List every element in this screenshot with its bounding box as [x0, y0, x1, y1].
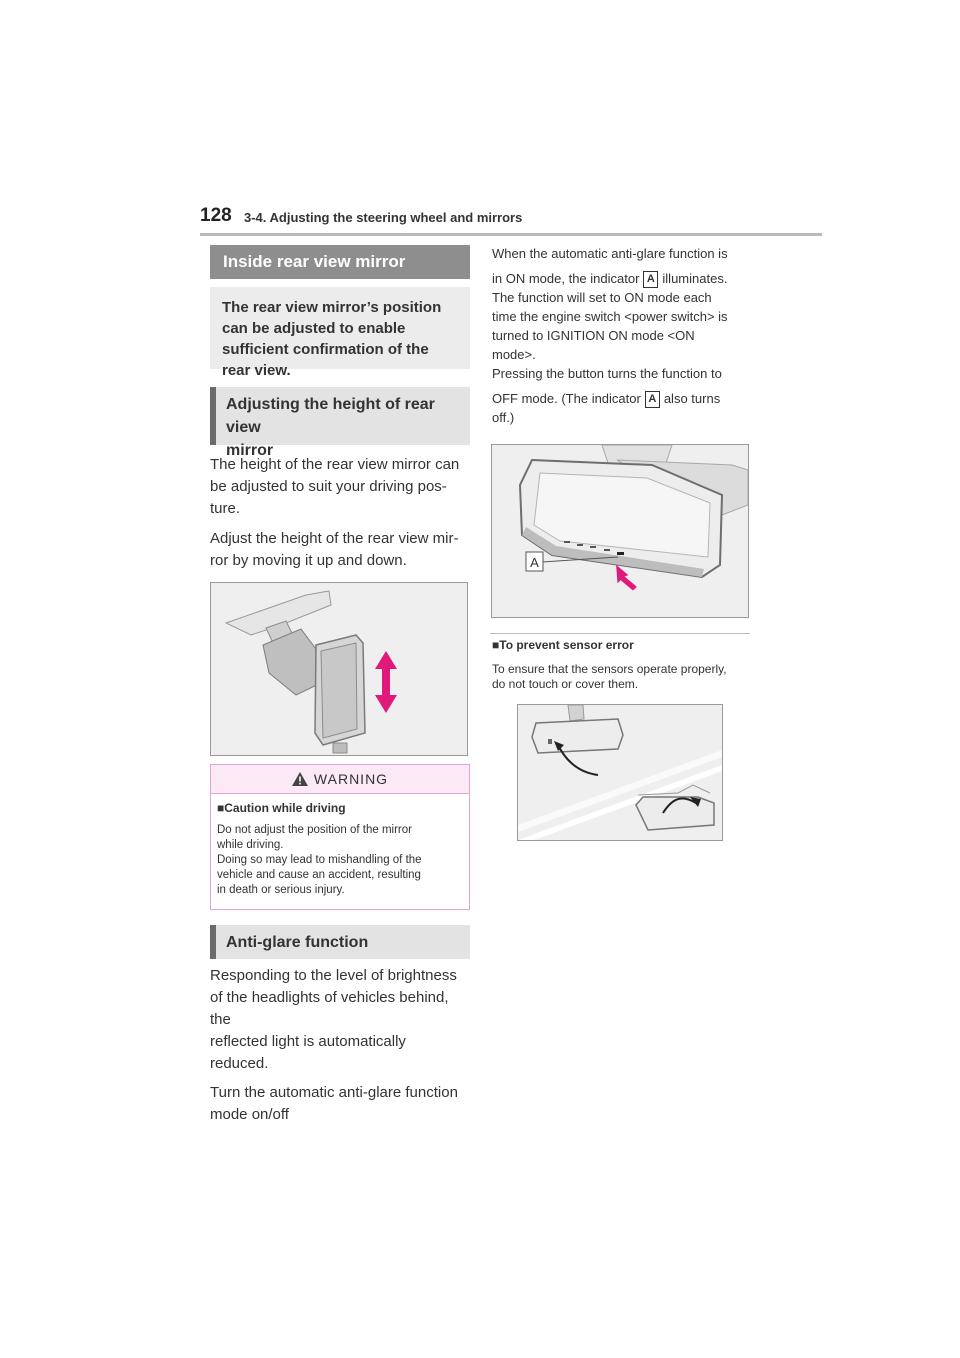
header-rule — [200, 233, 822, 236]
text-line: while driving. — [217, 839, 284, 851]
sensor-heading: ■To prevent sensor error — [492, 638, 634, 652]
text-line: ture. — [210, 500, 241, 517]
text-line: Turn the automatic anti-glare function — [210, 1084, 458, 1101]
up-down-arrow-icon — [375, 651, 397, 713]
text-line: reduced. — [210, 1055, 269, 1072]
sensor-figure — [517, 704, 723, 841]
text-line: in death or serious injury. — [217, 884, 345, 896]
heading-line: Adjusting the height of rear view — [226, 396, 435, 436]
chapter-title: 3-4. Adjusting the steering wheel and mirrors — [244, 210, 523, 225]
text-line: The function will set to ON mode each — [492, 290, 712, 306]
text-line: time the engine switch <power switch> is — [492, 309, 728, 325]
page-number: 128 — [200, 205, 232, 226]
sensor-dot — [548, 739, 552, 744]
text-line: Responding to the level of brightness — [210, 967, 457, 984]
sensor-illustration — [518, 705, 722, 840]
text-line: The height of the rear view mirror can — [210, 456, 460, 473]
text-line: Doing so may lead to mishandling of the — [217, 854, 422, 866]
text-line: mode on/off — [210, 1106, 289, 1123]
text-line: Do not adjust the position of the mirror — [217, 824, 412, 836]
text-line: be adjusted to suit your driving pos- — [210, 478, 447, 495]
warning-header — [211, 765, 469, 794]
text-line: Pressing the button turns the function to — [492, 366, 722, 382]
warning-title: WARNING — [313, 771, 389, 787]
text-line: ror by moving it up and down. — [210, 552, 407, 569]
warning-subtitle: ■Caution while driving — [217, 801, 346, 815]
anti-glare-description — [492, 244, 754, 427]
anti-glare-paragraph — [210, 965, 472, 1126]
section-rule — [490, 633, 750, 634]
text-line: reflected light is automatically — [210, 1033, 406, 1050]
height-paragraph — [210, 454, 472, 572]
intro-box: The rear view mirror’s position can be adjusted to enable sufficient confirmation of the rear view. — [210, 287, 470, 369]
text-line: vehicle and cause an accident, resulting — [217, 869, 421, 881]
text-line: mode>. — [492, 347, 536, 363]
mirror-height-figure — [210, 582, 468, 756]
text-line: When the automatic anti-glare function is — [492, 246, 728, 261]
section-heading-anti-glare: Anti-glare function — [210, 925, 470, 959]
mirror-button-illustration — [492, 445, 748, 617]
section-heading-height — [210, 387, 470, 459]
text-line: Adjust the height of the rear view mir- — [210, 530, 459, 547]
sensor-note — [492, 662, 754, 692]
text-line: To ensure that the sensors operate properly, — [492, 662, 727, 676]
anti-glare-figure — [491, 444, 749, 618]
section-banner: Inside rear view mirror — [210, 245, 470, 279]
text-line: do not touch or cover them. — [492, 677, 639, 691]
text-line: of the headlights of vehicles behind, the — [210, 989, 449, 1028]
heading-line: mirror — [226, 442, 274, 459]
warning-text — [211, 815, 469, 898]
text-line: in ON mode, the indicator A illuminates. — [492, 269, 754, 288]
indicator-label: A — [643, 271, 658, 288]
text-line: turned to IGNITION ON mode <ON — [492, 328, 695, 344]
mirror-height-illustration — [211, 583, 467, 755]
indicator-label: A — [645, 391, 660, 408]
callout-label-a: A — [530, 555, 539, 570]
text-line: off.) — [492, 410, 515, 426]
text-line: OFF mode. (The indicator A also turns — [492, 389, 754, 408]
warning-box — [210, 764, 470, 910]
warning-icon — [292, 772, 308, 786]
